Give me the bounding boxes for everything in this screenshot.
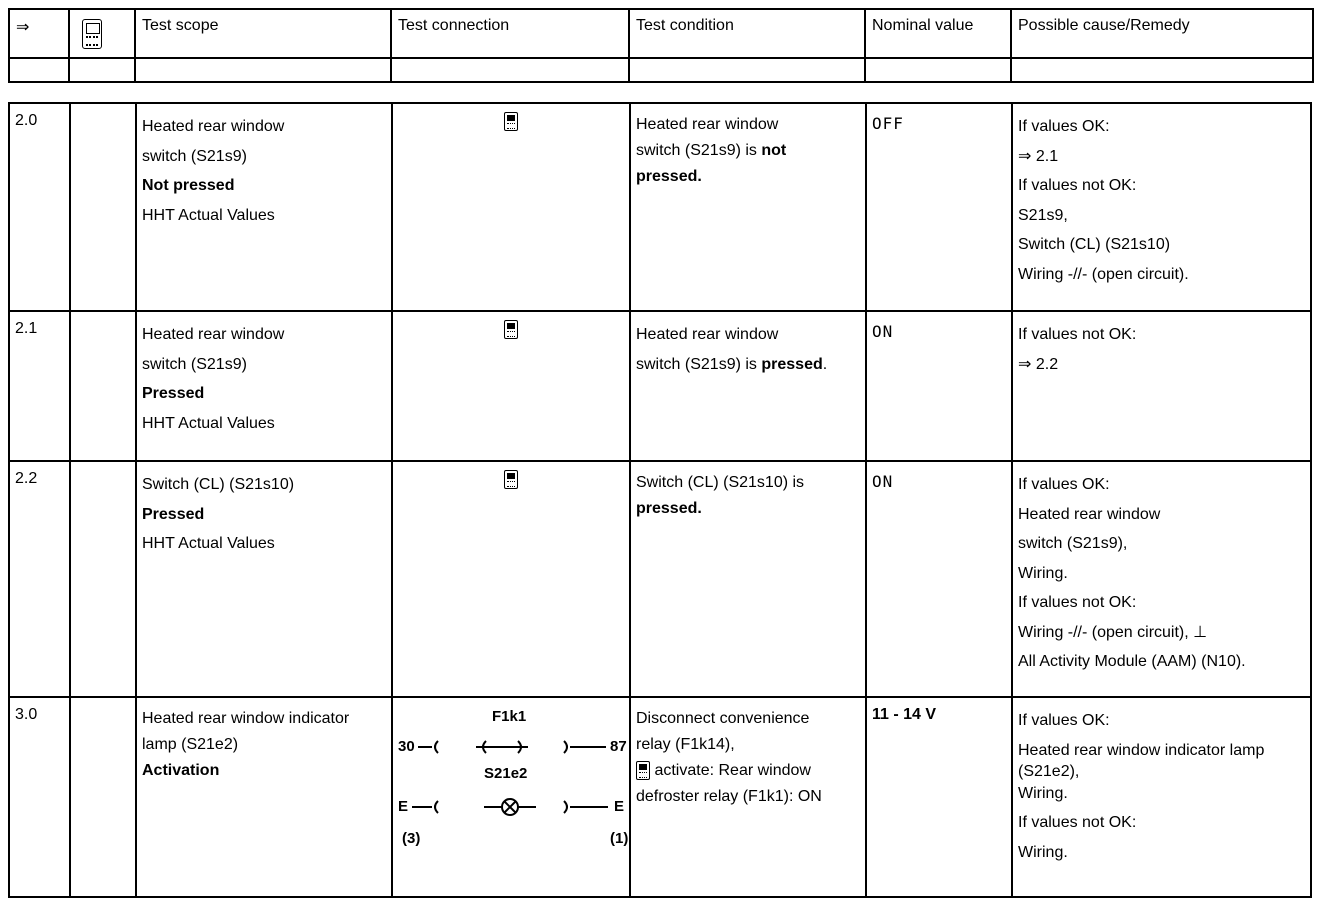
table-row <box>9 103 1311 311</box>
header-possible-cause: Possible cause/Remedy <box>1011 9 1313 58</box>
relay-label: F1k1 <box>492 708 527 725</box>
possible-cause: If values OK: ⇒ 2.1 If values not OK: S21s9, Switch (CL) (S21s10) Wiring -//- (open circuit). <box>1012 103 1311 311</box>
test-condition: Heated rear window switch (S21s9) is pressed. <box>630 311 866 461</box>
nominal-value: ON <box>866 311 1012 461</box>
possible-cause: If values OK: Heated rear window switch (S21s9), Wiring. If values not OK: Wiring -//- (open circuit), ⊥ All Activity Module (AAM) (N10). <box>1012 461 1311 697</box>
tester-icon <box>504 112 518 131</box>
test-scope: Heated rear window switch (S21s9) Not pressed HHT Actual Values <box>136 103 392 311</box>
pin-30-label: 30 <box>398 738 415 755</box>
table-row <box>9 311 1311 461</box>
test-condition: Switch (CL) (S21s10) is pressed. <box>630 461 866 697</box>
lamp-label: S21e2 <box>484 765 528 782</box>
nominal-value: 11 - 14 V <box>866 697 1012 897</box>
test-condition: Heated rear window switch (S21s9) is not pressed. <box>630 103 866 311</box>
circuit-diagram <box>398 706 629 856</box>
test-connection <box>392 311 630 461</box>
step-number: 2.2 <box>9 461 70 697</box>
pin-e-left-label: E <box>398 798 409 815</box>
nominal-value: ON <box>866 461 1012 697</box>
test-connection <box>392 103 630 311</box>
header-arrow: ⇒ <box>9 9 69 58</box>
step-number: 2.1 <box>9 311 70 461</box>
test-scope: Heated rear window indicator lamp (S21e2) Activation <box>136 697 392 897</box>
pin-3-label: (3) <box>402 830 421 847</box>
step-number: 2.0 <box>9 103 70 311</box>
table-row <box>9 697 1311 897</box>
header-test-scope: Test scope <box>135 9 391 58</box>
table-row <box>9 461 1311 697</box>
header-row <box>9 9 1313 58</box>
header-test-condition: Test condition <box>629 9 865 58</box>
tester-icon <box>504 320 518 339</box>
pin-e-right-label: E <box>614 798 625 815</box>
header-tester-cell <box>69 9 135 58</box>
header-blank-row <box>9 58 1313 82</box>
wiring-symbols <box>398 706 629 856</box>
header-test-connection: Test connection <box>391 9 629 58</box>
possible-cause: If values not OK: ⇒ 2.2 <box>1012 311 1311 461</box>
test-scope: Switch (CL) (S21s10) Pressed HHT Actual Values <box>136 461 392 697</box>
test-steps-table <box>8 102 1312 898</box>
tester-icon <box>636 761 650 780</box>
step-number: 3.0 <box>9 697 70 897</box>
nominal-value: OFF <box>866 103 1012 311</box>
tester-icon <box>504 470 518 489</box>
test-scope: Heated rear window switch (S21s9) Pressed HHT Actual Values <box>136 311 392 461</box>
test-condition: Disconnect convenience relay (F1k14), activate: Rear window defroster relay (F1k1): ON <box>630 697 866 897</box>
header-table <box>8 8 1314 83</box>
test-connection <box>392 461 630 697</box>
possible-cause: If values OK: Heated rear window indicator lamp (S21e2), Wiring. If values not OK: Wiring. <box>1012 697 1311 897</box>
test-connection <box>392 697 630 897</box>
pin-1-label: (1) <box>610 830 629 847</box>
header-nominal-value: Nominal value <box>865 9 1011 58</box>
pin-87-label: 87 <box>610 738 627 755</box>
tester-icon <box>82 19 102 49</box>
